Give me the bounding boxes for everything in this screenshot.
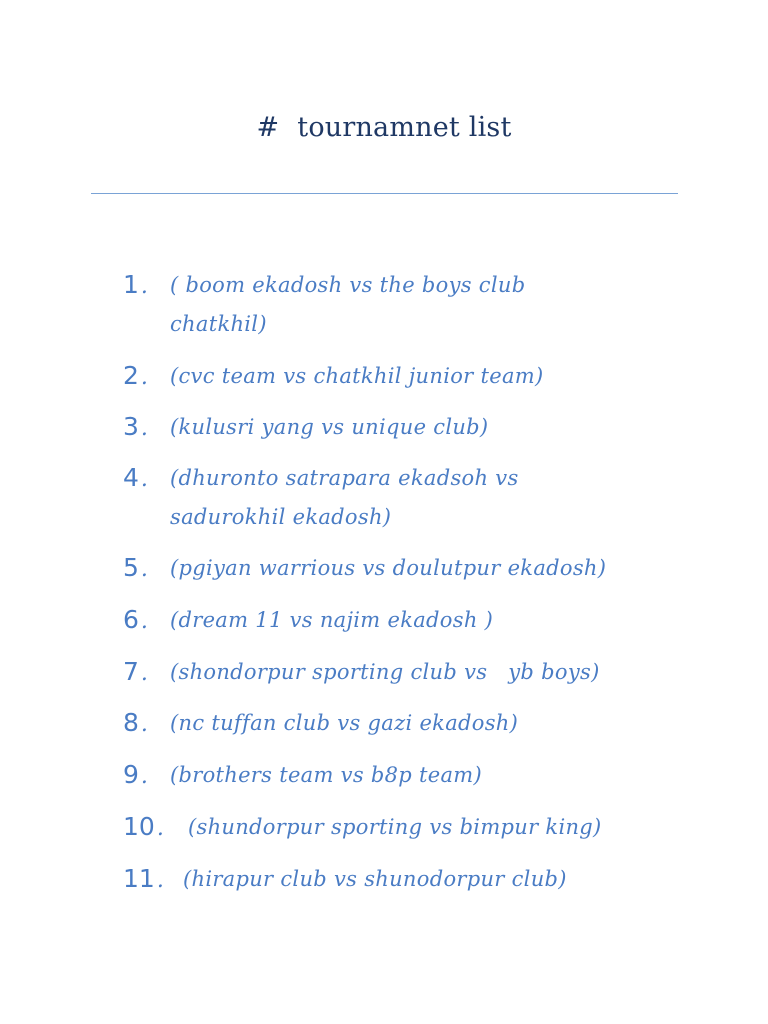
list-item-number: 3. <box>123 412 148 441</box>
list-item-number: 10. <box>123 812 164 841</box>
list-item-number: 9. <box>123 760 148 789</box>
list-item-text: (dream 11 vs najim ekadosh ) <box>170 608 494 632</box>
list-item-text: (pgiyan warrious vs doulutpur ekadosh) <box>170 556 607 580</box>
list-item-text: (shundorpur sporting vs bimpur king) <box>188 815 602 839</box>
list-item-text: (dhuronto satrapara ekadsoh vs sadurokhil ekadosh) <box>170 466 519 529</box>
list-item-text: (hirapur club vs shunodorpur club) <box>183 867 567 891</box>
list-item-text: (nc tuffan club vs gazi ekadosh) <box>170 711 519 735</box>
list-item-text: (brothers team vs b8p team) <box>170 763 483 787</box>
list-item-text: (shondorpur sporting club vs yb boys) <box>170 660 600 684</box>
title-text: tournamnet list <box>297 112 512 143</box>
list-item-number: 6. <box>123 605 148 634</box>
list-item-number: 7. <box>123 657 148 686</box>
list-item-number: 5. <box>123 553 148 582</box>
list-item-number: 2. <box>123 361 148 390</box>
list-item-number: 1. <box>123 270 148 299</box>
list-item-text: (cvc team vs chatkhil junior team) <box>170 364 544 388</box>
title-hash: # <box>256 112 280 143</box>
list-item-number: 11. <box>123 864 164 893</box>
list-item-number: 8. <box>123 708 148 737</box>
list-item-text: (kulusri yang vs unique club) <box>170 415 489 439</box>
list-item-text: ( boom ekadosh vs the boys club chatkhil) <box>170 273 526 336</box>
list-item-number: 4. <box>123 463 148 492</box>
